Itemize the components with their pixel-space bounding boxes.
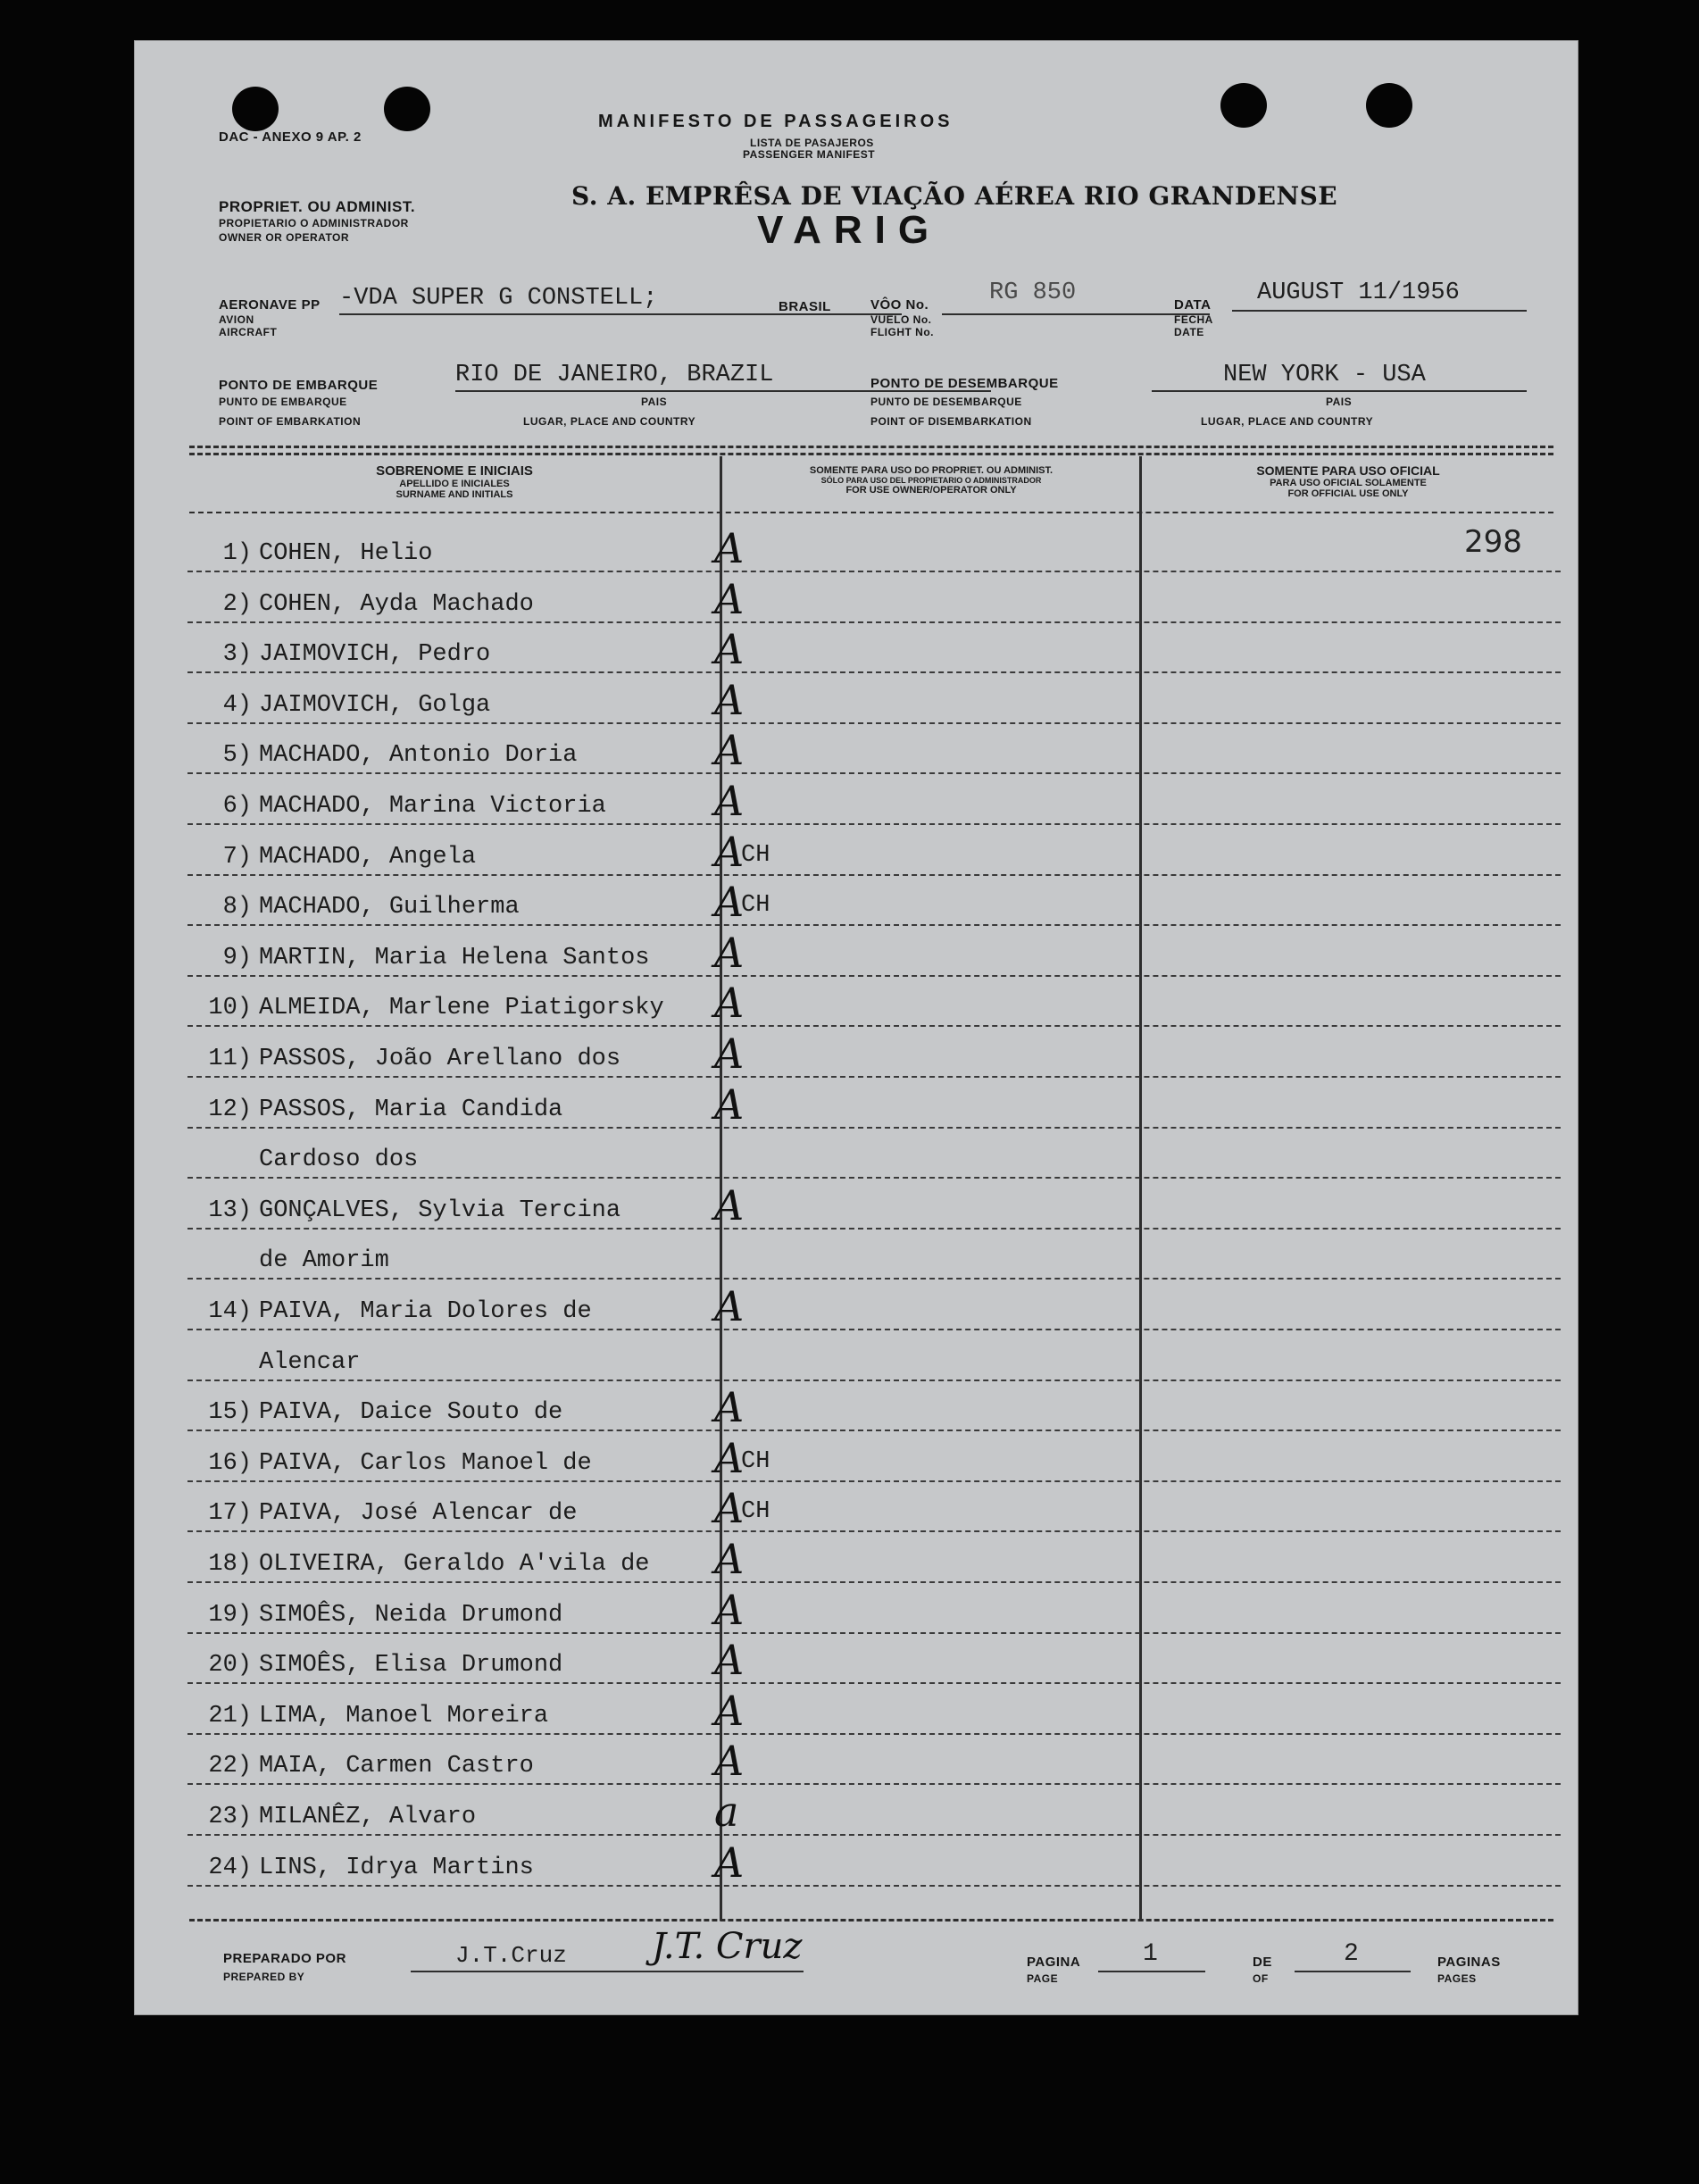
table-row (134, 775, 1578, 825)
disembark-label-es: PUNTO DE DESEMBARQUE (870, 396, 1022, 408)
aircraft-label-es: AVION (219, 313, 254, 326)
operator-note: CH (741, 841, 770, 869)
table-row (134, 674, 1578, 724)
passenger-number: 15) (208, 1399, 252, 1427)
passenger-number: 7) (222, 843, 252, 871)
manifest-title-es: LISTA DE PASAJEROS (750, 137, 874, 149)
table-row (134, 724, 1578, 774)
check-mark: A (714, 1585, 745, 1634)
check-mark: A (714, 524, 745, 572)
owner-label-pt: PROPRIET. OU ADMINIST. (219, 198, 416, 215)
passenger-name: MACHADO, Angela (259, 843, 477, 871)
embark-sub: PAIS (641, 396, 668, 408)
date-value: AUGUST 11/1956 (1257, 279, 1460, 306)
passenger-name: PAIVA, José Alencar de (259, 1500, 578, 1528)
passenger-name: Cardoso dos (259, 1146, 419, 1174)
embark-label-es: PUNTO DE EMBARQUE (219, 396, 347, 408)
table-row (134, 1180, 1578, 1230)
table-row (134, 826, 1578, 876)
check-mark: A (714, 726, 745, 775)
table-row (134, 1432, 1578, 1482)
passenger-number: 3) (222, 641, 252, 669)
disembark-label: PONTO DE DESEMBARQUE (870, 376, 1059, 391)
passenger-name: SIMOÊS, Neida Drumond (259, 1601, 563, 1629)
table-row (134, 1129, 1578, 1179)
page-value: 1 (1143, 1940, 1158, 1968)
check-mark: A (714, 625, 745, 674)
passenger-number: 4) (222, 691, 252, 719)
disembark-sub: PAIS (1326, 396, 1353, 408)
pages-label: PAGINAS (1437, 1955, 1501, 1970)
page-label-en: PAGE (1027, 1972, 1059, 1985)
table-row (134, 1634, 1578, 1684)
check-mark: A (714, 1282, 745, 1330)
table-row (134, 1482, 1578, 1532)
passenger-name: COHEN, Helio (259, 540, 433, 567)
passenger-name: JAIMOVICH, Pedro (259, 641, 491, 669)
signature: J.T. Cruz (652, 1926, 803, 1967)
form-code: DAC - ANEXO 9 AP. 2 (219, 129, 362, 145)
operator-note: CH (741, 1447, 770, 1475)
check-mark: A (714, 979, 745, 1028)
check-mark: A (714, 878, 745, 927)
table-row (134, 927, 1578, 977)
check-mark: A (714, 1484, 745, 1533)
flight-label-es: VUELO No. (870, 313, 932, 326)
check-mark: a (714, 1788, 739, 1836)
owner-label-en: OWNER OR OPERATOR (219, 231, 350, 244)
passenger-number: 17) (208, 1500, 252, 1528)
check-mark: A (714, 1737, 745, 1786)
check-mark: A (714, 1535, 745, 1583)
flight-label: VÔO No. (870, 297, 929, 313)
passenger-name: PASSOS, Maria Candida (259, 1096, 563, 1123)
date-label-en: DATE (1174, 326, 1204, 338)
flight-value: RG 850 (989, 279, 1077, 306)
passenger-number: 2) (222, 590, 252, 618)
date-label-es: FECHA (1174, 313, 1213, 326)
table-row (134, 977, 1578, 1027)
check-mark: A (714, 1029, 745, 1078)
aircraft-label: AERONAVE PP (219, 297, 321, 313)
table-row (134, 1837, 1578, 1887)
manifest-title-pt: MANIFESTO DE PASSAGEIROS (598, 112, 954, 131)
column-header-operator: SOMENTE PARA USO DO PROPRIET. OU ADMINIST. SÓLO PARA USO DEL PROPIETARIO O ADMINISTRADOR FOR USE OWNER/OPERATOR ONLY (809, 465, 1054, 496)
passenger-name: OLIVEIRA, Geraldo A'vila de (259, 1551, 650, 1578)
passenger-number: 8) (222, 894, 252, 921)
passenger-number: 16) (208, 1449, 252, 1477)
aircraft-label-en: AIRCRAFT (219, 326, 278, 338)
passenger-number: 13) (208, 1196, 252, 1224)
table-row (134, 1230, 1578, 1280)
page-label: PAGINA (1027, 1955, 1081, 1970)
passenger-number: 23) (208, 1804, 252, 1830)
check-mark: A (714, 1433, 745, 1482)
passenger-number: 5) (222, 742, 252, 770)
passenger-number: 22) (208, 1753, 252, 1780)
passenger-name: de Amorim (259, 1247, 389, 1275)
punch-hole (1220, 83, 1267, 128)
aircraft-value: -VDA SUPER G CONSTELL; (339, 285, 658, 312)
check-mark: A (714, 574, 745, 623)
passenger-number: 19) (208, 1601, 252, 1629)
passenger-number: 11) (208, 1046, 252, 1072)
check-mark: A (714, 1838, 745, 1887)
passenger-name: MAIA, Carmen Castro (259, 1753, 534, 1780)
table-row (134, 876, 1578, 926)
passenger-name: GONÇALVES, Sylvia Tercina (259, 1196, 621, 1224)
passenger-name: Alencar (259, 1348, 361, 1376)
punch-hole (232, 87, 279, 131)
table-row (134, 1381, 1578, 1431)
operator-note: CH (741, 892, 770, 920)
check-mark: A (714, 928, 745, 977)
of-label-en: OF (1253, 1972, 1269, 1985)
passenger-number: 6) (222, 793, 252, 820)
check-mark: A (714, 1180, 745, 1230)
disembark-label-en: POINT OF DISEMBARKATION (870, 415, 1032, 428)
embark-sub2: LUGAR, PLACE AND COUNTRY (523, 415, 696, 428)
table-row (134, 623, 1578, 673)
passenger-name: MACHADO, Marina Victoria (259, 793, 606, 820)
passenger-name: PAIVA, Daice Souto de (259, 1399, 563, 1427)
table-row (134, 573, 1578, 623)
company-name: S. A. EMPRÊSA DE VIAÇÃO AÉREA RIO GRANDENSE (571, 181, 1338, 211)
table-row (134, 1079, 1578, 1129)
table-row (134, 1584, 1578, 1634)
passenger-number: 1) (222, 540, 252, 567)
passenger-number: 24) (208, 1854, 252, 1881)
passenger-number: 20) (208, 1652, 252, 1680)
check-mark: A (714, 1079, 745, 1129)
pages-label-en: PAGES (1437, 1972, 1477, 1985)
of-value: 2 (1344, 1940, 1359, 1968)
prepared-label: PREPARADO POR (223, 1951, 346, 1966)
passenger-name: LIMA, Manoel Moreira (259, 1702, 549, 1730)
of-label: DE (1253, 1955, 1272, 1970)
passenger-name: ALMEIDA, Marlene Piatigorsky (259, 995, 664, 1022)
passenger-number: 9) (222, 944, 252, 971)
prepared-label-en: PREPARED BY (223, 1971, 305, 1983)
check-mark: A (714, 1383, 745, 1432)
flight-label-en: FLIGHT No. (870, 326, 934, 338)
embark-label-en: POINT OF EMBARKATION (219, 415, 362, 428)
passenger-name: MACHADO, Guilherma (259, 894, 520, 921)
manifest-sheet (134, 40, 1578, 2015)
table-row (134, 1786, 1578, 1836)
check-mark: A (714, 827, 745, 876)
passenger-name: PAIVA, Carlos Manoel de (259, 1449, 592, 1477)
table-row (134, 1533, 1578, 1583)
country-label: BRASIL (779, 299, 831, 314)
passenger-number: 18) (208, 1551, 252, 1578)
punch-hole (384, 87, 430, 131)
operator-note: CH (741, 1498, 770, 1526)
column-header-official: SOMENTE PARA USO OFICIAL PARA USO OFICIAL SOLAMENTE FOR OFFICIAL USE ONLY (1256, 463, 1440, 499)
embark-label: PONTO DE EMBARQUE (219, 378, 379, 393)
page-number-stamp: 298 (1464, 524, 1522, 560)
passenger-name: JAIMOVICH, Golga (259, 691, 491, 719)
manifest-title-en: PASSENGER MANIFEST (743, 148, 876, 161)
column-header-names: SOBRENOME E INICIAIS APELLIDO E INICIALES SURNAME AND INITIALS (376, 463, 533, 500)
date-label: DATA (1174, 297, 1212, 313)
check-mark: A (714, 1636, 745, 1685)
passenger-number: 14) (208, 1298, 252, 1325)
passenger-name: MACHADO, Antonio Doria (259, 742, 578, 770)
disembark-value: NEW YORK - USA (1223, 362, 1426, 388)
check-mark: A (714, 675, 745, 724)
embark-value: RIO DE JANEIRO, BRAZIL (455, 362, 774, 388)
table-row (134, 1735, 1578, 1785)
table-row (134, 522, 1578, 572)
passenger-name: SIMOÊS, Elisa Drumond (259, 1652, 563, 1680)
table-row (134, 1028, 1578, 1078)
passenger-name: LINS, Idrya Martins (259, 1854, 534, 1881)
passenger-name: MILANÊZ, Alvaro (259, 1804, 477, 1830)
row-rule (187, 1885, 1561, 1887)
table-row (134, 1685, 1578, 1735)
passenger-name: MARTIN, Maria Helena Santos (259, 944, 650, 971)
table-row (134, 1280, 1578, 1330)
passenger-number: 12) (208, 1096, 252, 1123)
disembark-sub2: LUGAR, PLACE AND COUNTRY (1201, 415, 1374, 428)
brand-name: VARIG (757, 208, 942, 252)
passenger-name: PASSOS, João Arellano dos (259, 1046, 621, 1072)
passenger-name: COHEN, Ayda Machado (259, 590, 534, 618)
punch-hole (1366, 83, 1412, 128)
check-mark: A (714, 777, 745, 825)
table-row (134, 1331, 1578, 1381)
passenger-number: 10) (208, 995, 252, 1022)
owner-label-es: PROPIETARIO O ADMINISTRADOR (219, 217, 409, 229)
passenger-number: 21) (208, 1702, 252, 1730)
check-mark: A (714, 1686, 745, 1735)
passenger-name: PAIVA, Maria Dolores de (259, 1298, 592, 1325)
prepared-value: J.T.Cruz (455, 1942, 567, 1969)
